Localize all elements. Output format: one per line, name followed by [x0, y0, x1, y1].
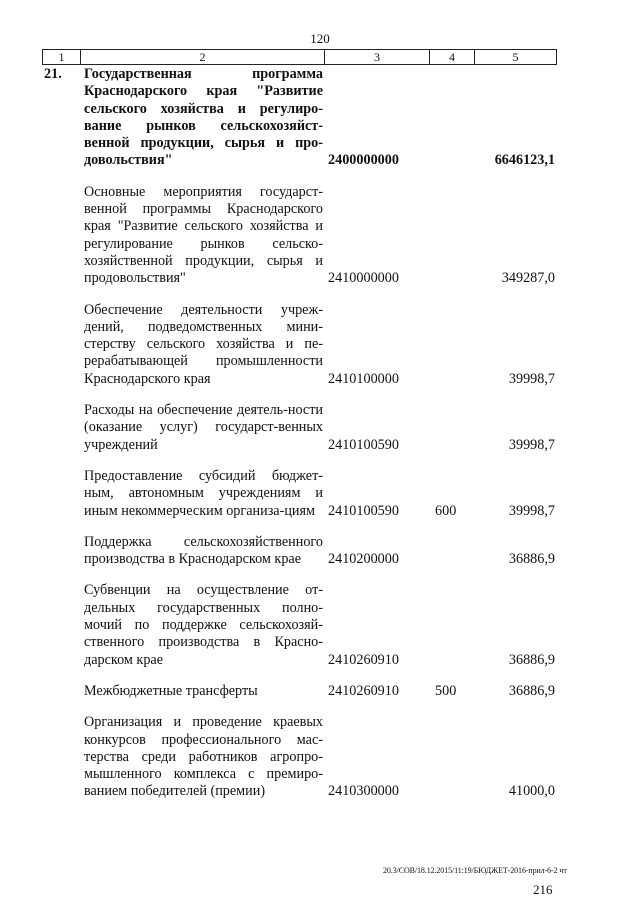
header-col-2: 2: [81, 50, 325, 64]
row-description: Обеспечение деятельности учреж-дений, подведомственных мини-стерству сельского хозяйства и пе-рерабатывающей промышленности Краснодарского края: [84, 301, 323, 387]
header-col-5: 5: [512, 50, 519, 64]
table-row: [42, 582, 555, 668]
page-number-bottom: 216: [533, 882, 553, 897]
header-col-4: 4: [430, 50, 475, 64]
row-description: Основные мероприятия государст-венной программы Краснодарского края "Развитие сельского хозяйства и регулирование рынков сельско-хозяйственной продукции, сырья и продовольствия": [84, 183, 323, 287]
table-row: [42, 66, 555, 170]
row-code: 2410100000: [328, 370, 399, 387]
row-code: 2410300000: [328, 783, 399, 800]
table-row: [42, 184, 555, 288]
row-description: Поддержка сельскохозяйственного производства в Краснодарском крае: [84, 533, 323, 568]
row-amount: 39998,7: [508, 370, 555, 387]
table-row: [42, 534, 555, 569]
row-amount: 36886,9: [508, 551, 555, 568]
row-description: Межбюджетные трансферты: [84, 682, 258, 699]
table-row: [42, 302, 555, 388]
table-row: [42, 714, 555, 800]
row-amount: 36886,9: [508, 651, 555, 668]
row-group: 500: [435, 682, 457, 699]
row-code: 2410100590: [328, 436, 399, 453]
row-description: Предоставление субсидий бюджет-ным, автономным учреждениям и иным некоммерческим организа-циям: [84, 467, 323, 519]
row-number: 21.: [44, 66, 62, 82]
row-code: 2410200000: [328, 551, 399, 568]
row-code: 2410260910: [328, 651, 399, 668]
row-amount: 39998,7: [508, 502, 555, 519]
row-amount: 6646123,1: [494, 152, 555, 169]
row-code: 2410260910: [328, 682, 399, 699]
table-header: [42, 49, 557, 65]
row-code: 2410100590: [328, 502, 399, 519]
row-amount: 39998,7: [508, 436, 555, 453]
row-description: Субвенции на осуществление от-дельных государственных полно-мочий по поддержке сельскохозяй-ственного производства в Красно-дарском крае: [84, 582, 323, 668]
page-number-top: 120: [310, 31, 330, 46]
row-description: Расходы на обеспечение деятель-ности (оказание услуг) государст-венных учреждений: [84, 402, 323, 453]
table-body: [42, 66, 555, 815]
document-footer-code: 20.3/СОВ/18.12.2015/11:19/БЮДЖЕТ-2016-прил-6-2 чт: [383, 866, 567, 875]
table-row: [42, 683, 555, 700]
row-group: 600: [435, 502, 457, 519]
table-row: [42, 402, 555, 454]
row-code: 2400000000: [328, 152, 399, 169]
header-col-3: 3: [325, 50, 430, 64]
header-col-1: 1: [43, 50, 81, 64]
row-amount: 349287,0: [501, 270, 555, 287]
table-row: [42, 468, 555, 520]
row-description: Государственная программа Краснодарского края "Развитие сельского хозяйства и регулиро-вание рынков сельскохозяйст-венной продукции, сырья и про-довольствия": [84, 66, 323, 169]
row-amount: 36886,9: [508, 682, 555, 699]
row-amount: 41000,0: [508, 783, 555, 800]
row-code: 2410000000: [328, 270, 399, 287]
row-description: Организация и проведение краевых конкурсов профессионального мас-терства среди работников агропро-мышленного комплекса с премиро-ванием победителей (премии): [84, 714, 323, 800]
